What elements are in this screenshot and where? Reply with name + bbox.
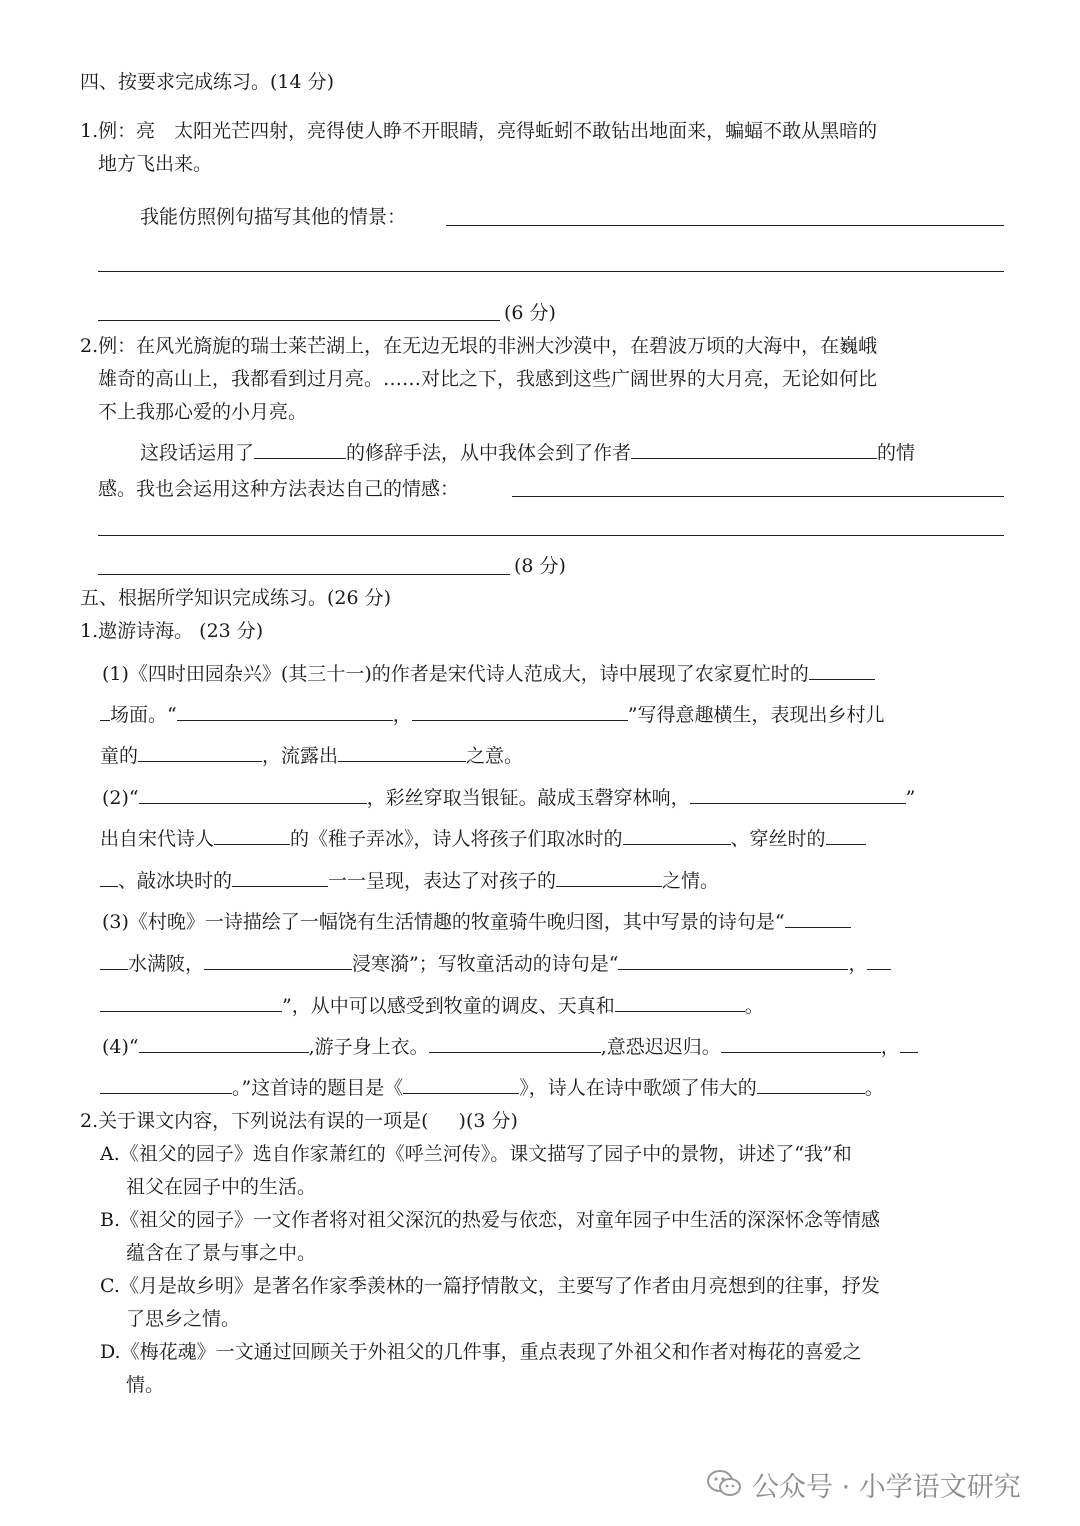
text: 之情。: [662, 870, 720, 892]
text: ，: [392, 704, 412, 726]
s5-p3-line3: [100, 989, 764, 1017]
answer-line[interactable]: [446, 225, 1004, 226]
text: 的情: [877, 442, 916, 464]
blank[interactable]: [721, 1030, 881, 1053]
text: ，: [848, 953, 868, 975]
s4-q2-prompt: 感。我也会运用这种方法表达自己的情感：: [98, 478, 460, 500]
text: 童的: [100, 745, 139, 767]
s4-q2-line2: 雄奇的高山上，我都看到过月亮。……对比之下，我感到这些广阔世界的大月亮，无论如何比: [98, 368, 878, 390]
text: ,游子身上衣。: [308, 1036, 429, 1058]
text: 》，诗人在诗中歌颂了伟大的: [519, 1077, 757, 1099]
text: )(3 分): [458, 1110, 518, 1132]
option-a-line2: 祖父在园子中的生活。: [126, 1176, 317, 1198]
blank[interactable]: [100, 864, 118, 887]
text: ，彩丝穿取当银钲。敲成玉磬穿林响，: [366, 787, 690, 809]
blank[interactable]: [214, 822, 290, 845]
blank[interactable]: [412, 698, 628, 721]
text: 这段话运用了: [140, 442, 255, 464]
s4-q2-line1: 2.例：在风光旖旎的瑞士莱芒湖上，在无边无垠的非洲大沙漠中，在碧波万顷的大海中，在巍峨: [80, 335, 878, 357]
text: 的《稚子弄冰》，诗人将孩子们取冰时的: [290, 828, 623, 850]
s5-p2-line1: [102, 781, 915, 809]
text: 、穿丝时的: [730, 828, 826, 850]
text: ”写得意趣横生，表现出乡村儿: [627, 704, 885, 726]
s4-q2-line3: 不上我那心爱的小月亮。: [98, 401, 308, 423]
text: ”，从中可以感受到牧童的调皮、天真和: [282, 995, 615, 1017]
text: 出自宋代诗人: [100, 828, 215, 850]
text: (1)《四时田园杂兴》(其三十一)的作者是宋代诗人范成大，诗中展现了农家夏忙时的: [102, 663, 809, 685]
text: (3)《村晚》一诗描绘了一幅饶有生活情趣的牧童骑牛晚归图，其中写景的诗句是“: [102, 911, 785, 933]
blank[interactable]: [254, 436, 346, 459]
blank[interactable]: [826, 822, 866, 845]
blank[interactable]: [757, 1071, 865, 1094]
blank[interactable]: [100, 947, 128, 970]
option-c-line2: 了思乡之情。: [126, 1308, 241, 1330]
text: 浸寒漪”；写牧童活动的诗句是“: [352, 953, 619, 975]
text: ”: [905, 787, 916, 809]
text: 。: [744, 995, 764, 1017]
text: 场面。“: [110, 704, 177, 726]
blank[interactable]: [623, 822, 731, 845]
s5-p2-line3: [100, 864, 719, 892]
s5-p1-line2: [100, 698, 884, 726]
option-d-line2: 情。: [126, 1374, 165, 1396]
blank[interactable]: [338, 739, 466, 762]
blank[interactable]: [403, 1071, 519, 1094]
text: 之意。: [466, 745, 524, 767]
answer-line[interactable]: [98, 535, 1004, 536]
s5-p3-line1: [102, 905, 851, 933]
text: ，流露出: [262, 745, 339, 767]
text: ,意恐迟迟归。: [600, 1036, 721, 1058]
blank[interactable]: [615, 989, 745, 1012]
blank[interactable]: [177, 698, 393, 721]
s4-q2-score: (8 分): [514, 555, 566, 577]
blank[interactable]: [138, 739, 262, 762]
s5-p1-line3: [100, 739, 523, 767]
text: ，: [880, 1036, 900, 1058]
s4-q1-score: (6 分): [504, 302, 556, 324]
section-4-heading: 四、按要求完成练习。(14 分): [80, 71, 335, 93]
blank[interactable]: [556, 864, 662, 887]
option-b-line2: 蕴含在了景与事之中。: [126, 1242, 317, 1264]
text: 水满陂，: [128, 953, 205, 975]
s5-p1-line1: [102, 657, 875, 685]
s4-q2-answer-line1: [140, 436, 915, 464]
blank[interactable]: [429, 1030, 601, 1053]
s5-p2-line2: [100, 822, 866, 850]
blank[interactable]: [100, 698, 110, 721]
text: 一一呈现，表达了对孩子的: [328, 870, 557, 892]
watermark-text: 公众号 · 小学语文研究: [752, 1471, 1021, 1503]
blank[interactable]: [139, 1030, 309, 1053]
answer-line[interactable]: [512, 496, 1004, 497]
wechat-icon: [706, 1469, 742, 1499]
option-d-line1[interactable]: D.《梅花魂》一文通过回顾关于外祖父的几件事，重点表现了外祖父和作者对梅花的喜爱之: [100, 1341, 862, 1363]
section-5-heading: 五、根据所学知识完成练习。(26 分): [80, 587, 392, 609]
s5-p3-line2: [100, 947, 891, 975]
s4-q1-line1: 1.例：亮 太阳光芒四射，亮得使人睁不开眼睛，亮得蚯蚓不敢钻出地面来，蝙蝠不敢从黑暗的: [80, 120, 878, 142]
text: (4)“: [102, 1036, 139, 1058]
blank[interactable]: [204, 947, 352, 970]
s5-p4-line1: [102, 1030, 918, 1058]
blank[interactable]: [100, 1071, 232, 1094]
text: (2)“: [102, 787, 139, 809]
s4-q1-prompt: 我能仿照例句描写其他的情景：: [140, 206, 407, 228]
blank[interactable]: [139, 781, 367, 804]
watermark: [706, 1462, 1021, 1506]
blank[interactable]: [900, 1030, 918, 1053]
answer-line[interactable]: [98, 320, 500, 321]
option-b-line1[interactable]: B.《祖父的园子》一文作者将对祖父深沉的热爱与依恋，对童年园子中生活的深深怀念等情感: [100, 1209, 881, 1231]
answer-line[interactable]: [98, 271, 1004, 272]
option-c-line1[interactable]: C.《月是故乡明》是著名作家季羡林的一篇抒情散文，主要写了作者由月亮想到的往事，抒发: [100, 1275, 880, 1297]
text: 、敲冰块时的: [118, 870, 233, 892]
text: 。”这首诗的题目是《: [232, 1077, 404, 1099]
s5-q1-title: 1.遨游诗海。 (23 分): [80, 620, 264, 642]
s4-q1-line2: 地方飞出来。: [98, 153, 213, 175]
blank[interactable]: [785, 905, 851, 928]
blank[interactable]: [631, 436, 877, 459]
s5-p4-line2: [100, 1071, 884, 1099]
blank[interactable]: [100, 989, 282, 1012]
option-a-line1[interactable]: A.《祖父的园子》选自作家萧红的《呼兰河传》。课文描写了园子中的景物，讲述了“我”和: [100, 1143, 852, 1165]
answer-line[interactable]: [98, 574, 510, 575]
blank[interactable]: [809, 657, 875, 680]
blank[interactable]: [690, 781, 906, 804]
text: 。: [864, 1077, 884, 1099]
text: 的修辞手法，从中我体会到了作者: [346, 442, 632, 464]
blank[interactable]: [618, 947, 848, 970]
blank[interactable]: [867, 947, 891, 970]
text: 2.关于课文内容，下列说法有误的一项是(: [80, 1110, 429, 1132]
blank[interactable]: [232, 864, 328, 887]
s5-q2-stem: [80, 1107, 518, 1135]
